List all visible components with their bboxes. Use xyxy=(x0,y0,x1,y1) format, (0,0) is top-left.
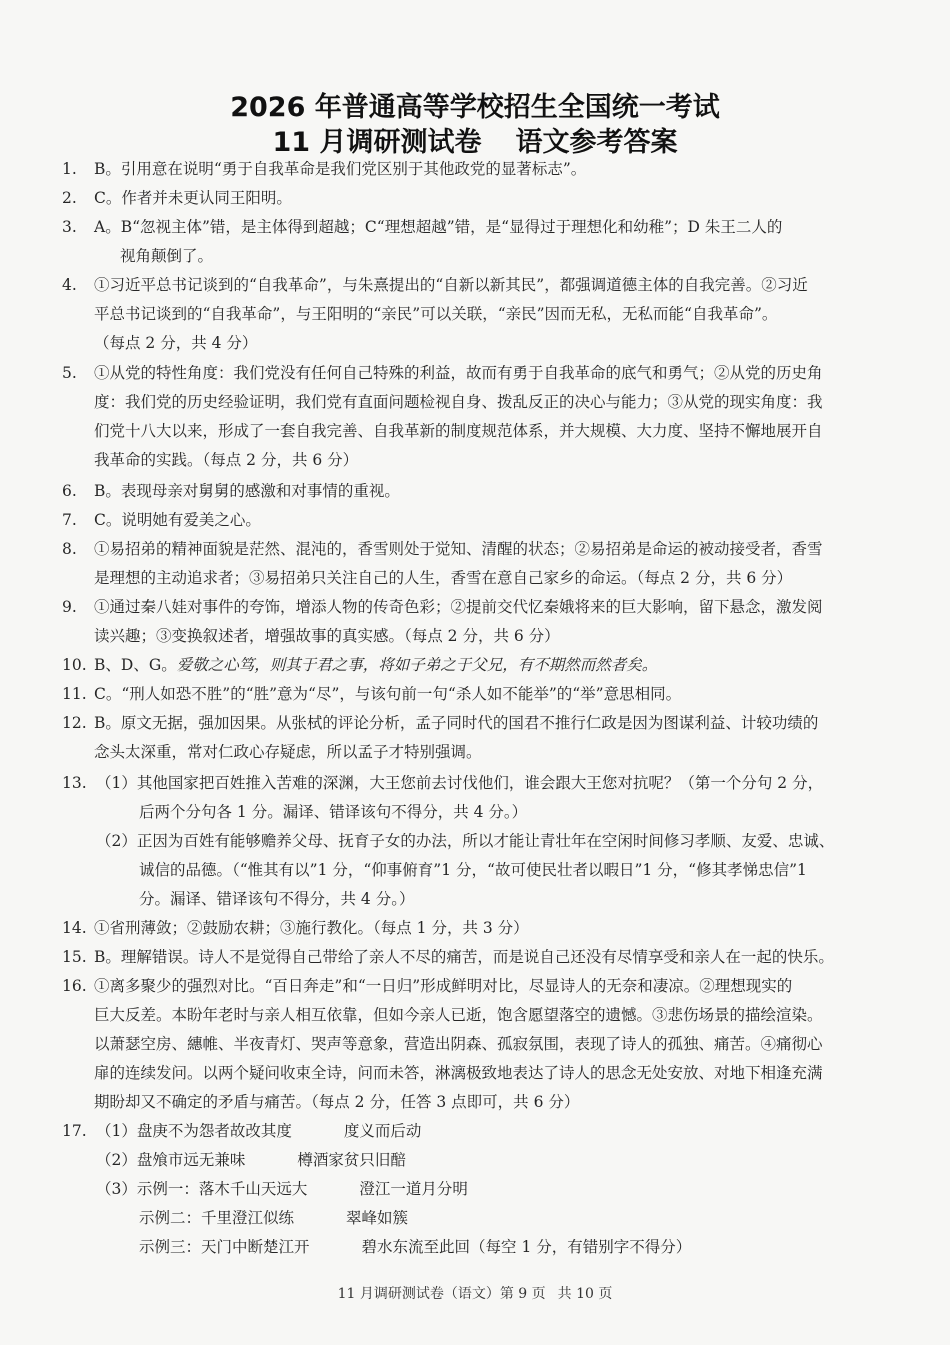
blank-answer: 度义而后动 xyxy=(343,1122,422,1140)
answer-text: 平总书记谈到的“自我革命”，与王阳明的“亲民”可以关联，“亲民”因而无私，无私而能“自我革命”。 xyxy=(94,305,778,323)
question-number: 13. xyxy=(62,774,87,792)
answer-text: ①易招弟的精神面貌是茫然、混沌的，香雪则处于觉知、清醒的状态；②易招弟是命运的被动接受者，香雪 xyxy=(94,540,823,558)
answer-text: C。作者并未更认同王阳明。 xyxy=(94,189,292,207)
answer-text: 我革命的实践。（每点 2 分，共 6 分） xyxy=(94,451,359,469)
question-number: 2. xyxy=(62,189,77,207)
page-footer xyxy=(0,1283,950,1303)
answer-text: 巨大反差。本盼年老时与亲人相互依靠，但如今亲人已逝，饱含愿望落空的遗憾。③悲伤场景的描绘渲染。 xyxy=(94,1006,823,1024)
answer-text xyxy=(96,1150,406,1170)
answer-text: 分。漏译、错译该句不得分，共 4 分。） xyxy=(139,890,415,908)
question-number: 14. xyxy=(62,919,87,937)
exam-subtitle xyxy=(0,120,950,159)
question-number: 16. xyxy=(62,977,87,995)
question-number: 4. xyxy=(62,276,77,294)
blank-answer: 示例二：千里澄江似练 xyxy=(139,1209,295,1227)
answer-text xyxy=(139,1208,408,1228)
answer-text: 视角颠倒了。 xyxy=(120,247,214,265)
answer-text: B。表现母亲对舅舅的感激和对事情的重视。 xyxy=(94,482,400,500)
footer-total-pages: 共 10 页 xyxy=(557,1286,613,1302)
question-number: 11. xyxy=(62,685,87,703)
answer-text: （每点 2 分，共 4 分） xyxy=(94,334,258,352)
answer-text: 读兴趣；③变换叙述者，增强故事的真实感。（每点 2 分，共 6 分） xyxy=(94,627,560,645)
exam-title: 2026 年普通高等学校招生全国统一考试 xyxy=(230,92,720,123)
answer-text: 以萧瑟空房、繐帷、半夜青灯、哭声等意象，营造出阴森、孤寂氛围，表现了诗人的孤独、痛苦。④痛彻心 xyxy=(94,1035,823,1053)
answer-text: ①从党的特性角度：我们党没有任何自己特殊的利益，故而有勇于自我革命的底气和勇气；②从党的历史角 xyxy=(94,364,823,382)
blank-answer: 碧水东流至此回（每空 1 分，有错别字不得分） xyxy=(361,1238,692,1256)
answer-text: （1）其他国家把百姓推入苦难的深渊，大王您前去讨伐他们，谁会跟大王您对抗呢？（第一个分句 2 分， xyxy=(96,774,824,792)
question-number: 15. xyxy=(62,948,87,966)
answer-text: B。引用意在说明“勇于自我革命是我们党区别于其他政党的显著标志”。 xyxy=(94,160,587,178)
answer-text: ①离多聚少的强烈对比。“百日奔走”和“一日归”形成鲜明对比，尽显诗人的无奈和凄凉。②理想现实的 xyxy=(94,977,793,995)
answer-text: 诚信的品德。（“惟其有以”1 分，“仰事俯育”1 分，“故可使民壮者以暇日”1 分，“修其孝悌忠信”1 xyxy=(139,861,807,879)
question-number: 9. xyxy=(62,598,77,616)
question-number: 10. xyxy=(62,656,87,674)
answer-text: ①省刑薄敛；②鼓励农耕；③施行教化。（每点 1 分，共 3 分） xyxy=(94,919,529,937)
subtitle-answer-key: 语文参考答案 xyxy=(515,127,678,158)
answer-text: ①习近平总书记谈到的“自我革命”，与朱熹提出的“自新以新其民”，都强调道德主体的自我完善。②习近 xyxy=(94,276,808,294)
answer-text: 后两个分句各 1 分。漏译、错译该句不得分，共 4 分。） xyxy=(139,803,528,821)
answer-choices: B、D、G。 xyxy=(94,656,177,674)
answer-text: ①通过秦八娃对事件的夸饰，增添人物的传奇色彩；②提前交代忆秦娥将来的巨大影响，留下悬念，激发阅 xyxy=(94,598,823,616)
answer-text: （2）正因为百姓有能够赡养父母、抚育子女的办法，所以才能让青壮年在空闲时间修习孝顺、友爱、忠诚、 xyxy=(96,832,835,850)
answer-text xyxy=(96,1179,468,1199)
blank-answer: （2）盘飧市远无兼味 xyxy=(96,1151,246,1169)
subtitle-test-name: 11 月调研测试卷 xyxy=(272,127,482,158)
question-number: 17. xyxy=(62,1122,87,1140)
answer-text: A。B“忽视主体”错，是主体得到超越；C“理想超越”错，是“显得过于理想化和幼稚”；D 朱王二人的 xyxy=(94,218,783,236)
blank-answer: （3）示例一：落木千山天远大 xyxy=(96,1180,308,1198)
answer-text: 们党十八大以来，形成了一套自我完善、自我革新的制度规范体系，并大规模、大力度、坚持不懈地展开自 xyxy=(94,422,823,440)
question-number: 3. xyxy=(62,218,77,236)
answer-text: 度：我们党的历史经验证明，我们党有直面问题检视自身、拨乱反正的决心与能力；③从党的现实角度：我 xyxy=(94,393,823,411)
blank-answer: 樽酒家贫只旧醅 xyxy=(297,1151,406,1169)
blank-answer: 澄江一道月分明 xyxy=(359,1180,468,1198)
question-number: 6. xyxy=(62,482,77,500)
question-number: 1. xyxy=(62,160,77,178)
answer-text xyxy=(139,1237,691,1257)
answer-text: 扉的连续发问。以两个疑问收束全诗，问而未答，淋漓极致地表达了诗人的思念无处安放、对地下相逢充满 xyxy=(94,1064,823,1082)
question-number: 7. xyxy=(62,511,77,529)
footer-page-label: 11 月调研测试卷（语文）第 9 页 xyxy=(337,1286,546,1302)
answer-text: 是理想的主动追求者；③易招弟只关注自己的人生，香雪在意自己家乡的命运。（每点 2 分，共 6 分） xyxy=(94,569,793,587)
answer-text xyxy=(94,655,657,675)
answer-text: 念头太深重，常对仁政心存疑虑，所以孟子才特别强调。 xyxy=(94,743,482,761)
blank-answer: （1）盘庚不为怨者故改其度 xyxy=(96,1122,292,1140)
answer-text: C。说明她有爱美之心。 xyxy=(94,511,261,529)
blank-answer: 示例三：天门中断楚江开 xyxy=(139,1238,310,1256)
answer-text: B。原文无据，强加因果。从张栻的评论分析，孟子同时代的国君不推行仁政是因为图谋利益、计较功绩的 xyxy=(94,714,819,732)
question-number: 12. xyxy=(62,714,87,732)
answer-text: C。“刑人如恐不胜”的“胜”意为“尽”，与该句前一句“杀人如不能举”的“举”意思相同。 xyxy=(94,685,682,703)
answer-text: 期盼却又不确定的矛盾与痛苦。（每点 2 分，任答 3 点即可，共 6 分） xyxy=(94,1093,580,1111)
answer-text: B。理解错误。诗人不是觉得自己带给了亲人不尽的痛苦，而是说自己还没有尽情享受和亲人在一起的快乐。 xyxy=(94,948,834,966)
question-number: 5. xyxy=(62,364,77,382)
handwritten-answer: 爱敬之心笃，则其于君之事，将如子弟之于父兄，有不期然而然者矣。 xyxy=(176,656,658,674)
answer-text xyxy=(96,1121,421,1141)
blank-answer: 翠峰如簇 xyxy=(346,1209,409,1227)
question-number: 8. xyxy=(62,540,77,558)
